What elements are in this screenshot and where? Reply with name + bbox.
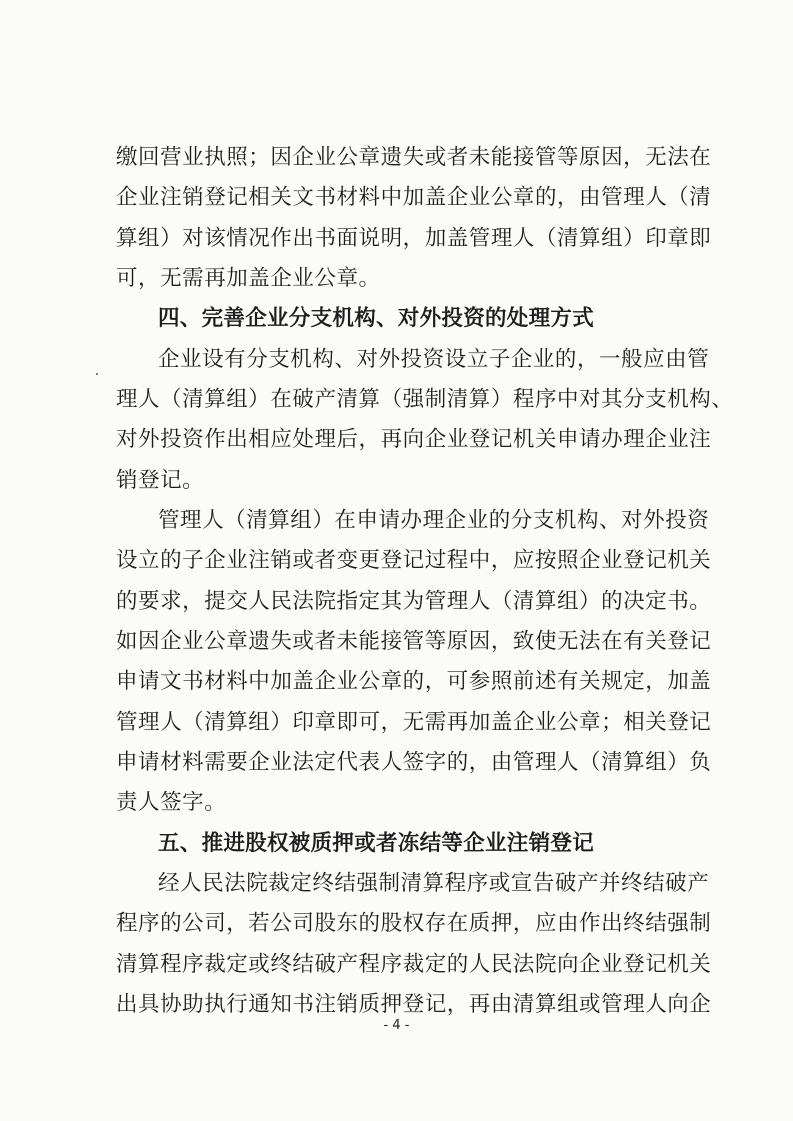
paragraph-line: 管理人（清算组）在申请办理企业的分支机构、对外投资 [158,508,710,533]
paragraph-line: 责人签字。 [116,790,227,815]
paragraph-line: 销登记。 [116,468,205,493]
paragraph-line: 申请文书材料中加盖企业公章的，可参照前述有关规定，加盖 [116,669,712,694]
paragraph-line: 出具协助执行通知书注销质押登记，再由清算组或管理人向企 [116,992,712,1017]
paragraph-line: 可，无需再加盖企业公章。 [116,266,381,291]
scan-speck [96,373,98,375]
paragraph-line: 申请材料需要企业法定代表人签字的，由管理人（清算组）负 [116,750,712,775]
paragraph-line: 设立的子企业注销或者变更登记过程中，应按照企业登记机关 [116,548,712,573]
paragraph-line: 企业设有分支机构、对外投资设立子企业的，一般应由管 [158,347,710,372]
paragraph-line: 缴回营业执照；因企业公章遗失或者未能接管等原因，无法在 [116,145,712,170]
paragraph-line: 如因企业公章遗失或者未能接管等原因，致使无法在有关登记 [116,629,712,654]
paragraph-line: 程序的公司，若公司股东的股权存在质押，应由作出终结强制 [116,911,712,936]
paragraph-line: 经人民法院裁定终结强制清算程序或宣告破产并终结破产 [158,871,710,896]
paragraph-line: 理人（清算组）在破产清算（强制清算）程序中对其分支机构、 [116,387,734,412]
paragraph-line: 管理人（清算组）印章即可，无需再加盖企业公章；相关登记 [116,710,712,735]
paragraph-line: 企业注销登记相关文书材料中加盖企业公章的，由管理人（清 [116,185,712,210]
paragraph-line: 清算程序裁定或终结破产程序裁定的人民法院向企业登记机关 [116,952,712,977]
paragraph-line: 对外投资作出相应处理后，再向企业登记机关申请办理企业注 [116,427,712,452]
paragraph-line: 的要求，提交人民法院指定其为管理人（清算组）的决定书。 [116,589,712,614]
section-heading: 四、完善企业分支机构、对外投资的处理方式 [158,306,595,331]
page-number: - 4 - [383,1018,410,1033]
paragraph-line: 算组）对该情况作出书面说明，加盖管理人（清算组）印章即 [116,226,712,251]
section-heading: 五、推进股权被质押或者冻结等企业注销登记 [158,831,595,856]
